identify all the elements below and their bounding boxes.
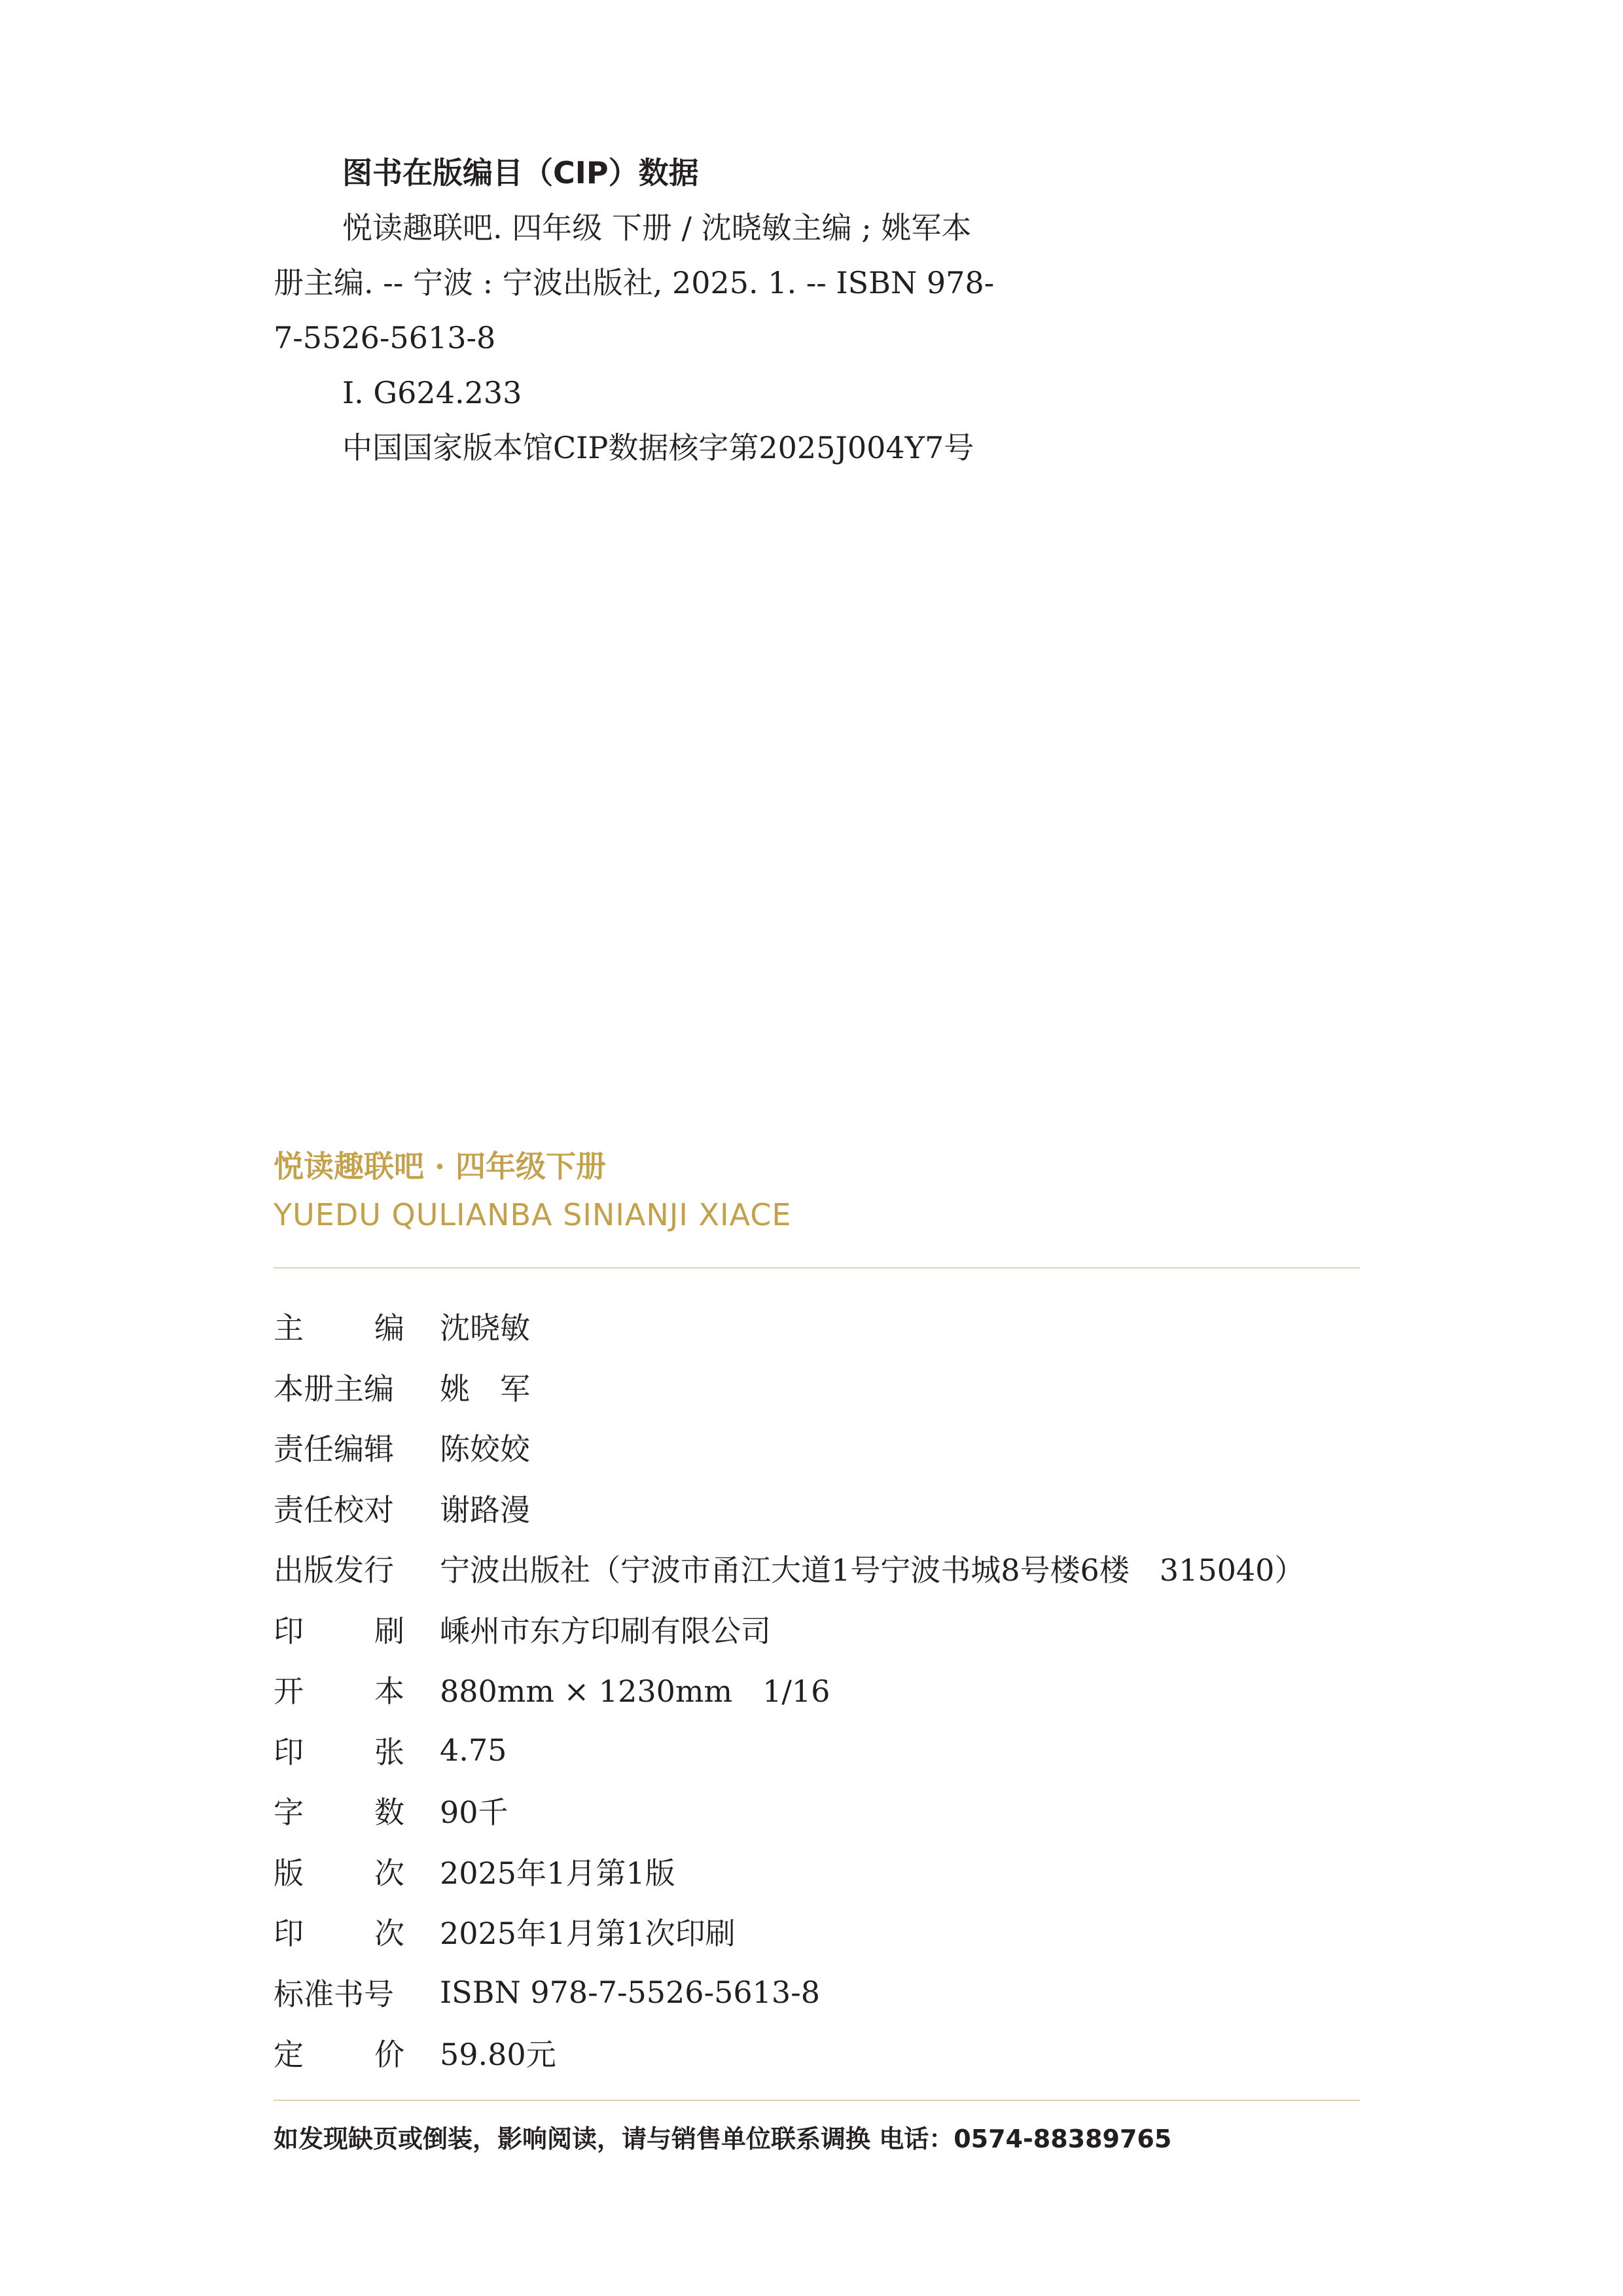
spec-row: [274, 1357, 1386, 1418]
book-title-block: [274, 1139, 791, 1236]
spec-label: 责任编辑: [274, 1431, 394, 1467]
book-title-pinyin: YUEDU QULIANBA SINIANJI XIACE: [274, 1197, 792, 1232]
spec-label: 定 价: [274, 2037, 404, 2073]
spec-value: 4.75: [440, 1732, 507, 1768]
spec-label: 责任校对: [274, 1492, 394, 1528]
cip-line-1: 悦读趣联吧. 四年级 下册 / 沈晓敏主编 ; 姚军本: [342, 210, 972, 245]
spec-row: [274, 1417, 1386, 1478]
spec-label: 开 本: [274, 1674, 404, 1710]
cip-line-3: 7-5526-5613-8: [274, 320, 496, 355]
spec-label: 主 编: [274, 1310, 404, 1346]
spec-label: 版 次: [274, 1855, 404, 1891]
spec-value: 90千: [440, 1795, 508, 1831]
spec-row: [274, 1599, 1386, 1660]
spec-row: [274, 1478, 1386, 1539]
spec-value: 姚 军: [440, 1371, 530, 1407]
spec-value: ISBN 978-7-5526-5613-8: [440, 1974, 820, 2010]
spec-row: [274, 2022, 1386, 2083]
spec-label: 标准书号: [274, 1976, 394, 2012]
cip-data-block: [274, 145, 1124, 475]
spec-row: [274, 1901, 1386, 1962]
spec-value: 2025年1月第1版: [440, 1855, 675, 1891]
divider-bottom: [274, 2100, 1360, 2101]
spec-row: [274, 1296, 1386, 1357]
footer-notice: 如发现缺页或倒装，影响阅读，请与销售单位联系调换 电话：0574-88389765: [274, 2125, 1172, 2153]
spec-value: 嵊州市东方印刷有限公司: [440, 1613, 771, 1649]
spec-value: 陈姣姣: [440, 1431, 530, 1467]
spec-value: 2025年1月第1次印刷: [440, 1916, 736, 1952]
spec-value: 谢路漫: [440, 1492, 530, 1528]
cip-line-4: Ⅰ. G624.233: [342, 375, 522, 410]
spec-label: 印 刷: [274, 1613, 404, 1649]
spec-value: 59.80元: [440, 2037, 556, 2073]
publication-specs: [274, 1296, 1386, 2083]
book-title-chinese: 悦读趣联吧 · 四年级下册: [274, 1149, 607, 1184]
spec-row: [274, 1720, 1386, 1781]
spec-row: [274, 1659, 1386, 1720]
spec-label: 字 数: [274, 1795, 404, 1831]
spec-row: [274, 1780, 1386, 1841]
cip-line-5: 中国国家版本馆CIP数据核字第2025J004Y7号: [342, 430, 974, 465]
spec-row: [274, 1841, 1386, 1902]
divider-top: [274, 1267, 1360, 1268]
spec-label: 印 次: [274, 1916, 404, 1952]
spec-label: 出版发行: [274, 1552, 394, 1588]
spec-label: 本册主编: [274, 1371, 394, 1407]
spec-value: 880mm × 1230mm 1/16: [440, 1674, 830, 1710]
spec-row: [274, 1538, 1386, 1599]
spec-label: 印 张: [274, 1734, 404, 1770]
spec-value: 宁波出版社（宁波市甬江大道1号宁波书城8号楼6楼 315040）: [440, 1552, 1305, 1588]
spec-value: 沈晓敏: [440, 1310, 530, 1346]
spec-row: [274, 1962, 1386, 2023]
cip-heading: 图书在版编目（CIP）数据: [342, 155, 699, 190]
cip-line-2: 册主编. -- 宁波 : 宁波出版社, 2025. 1. -- ISBN 978-: [274, 265, 995, 300]
